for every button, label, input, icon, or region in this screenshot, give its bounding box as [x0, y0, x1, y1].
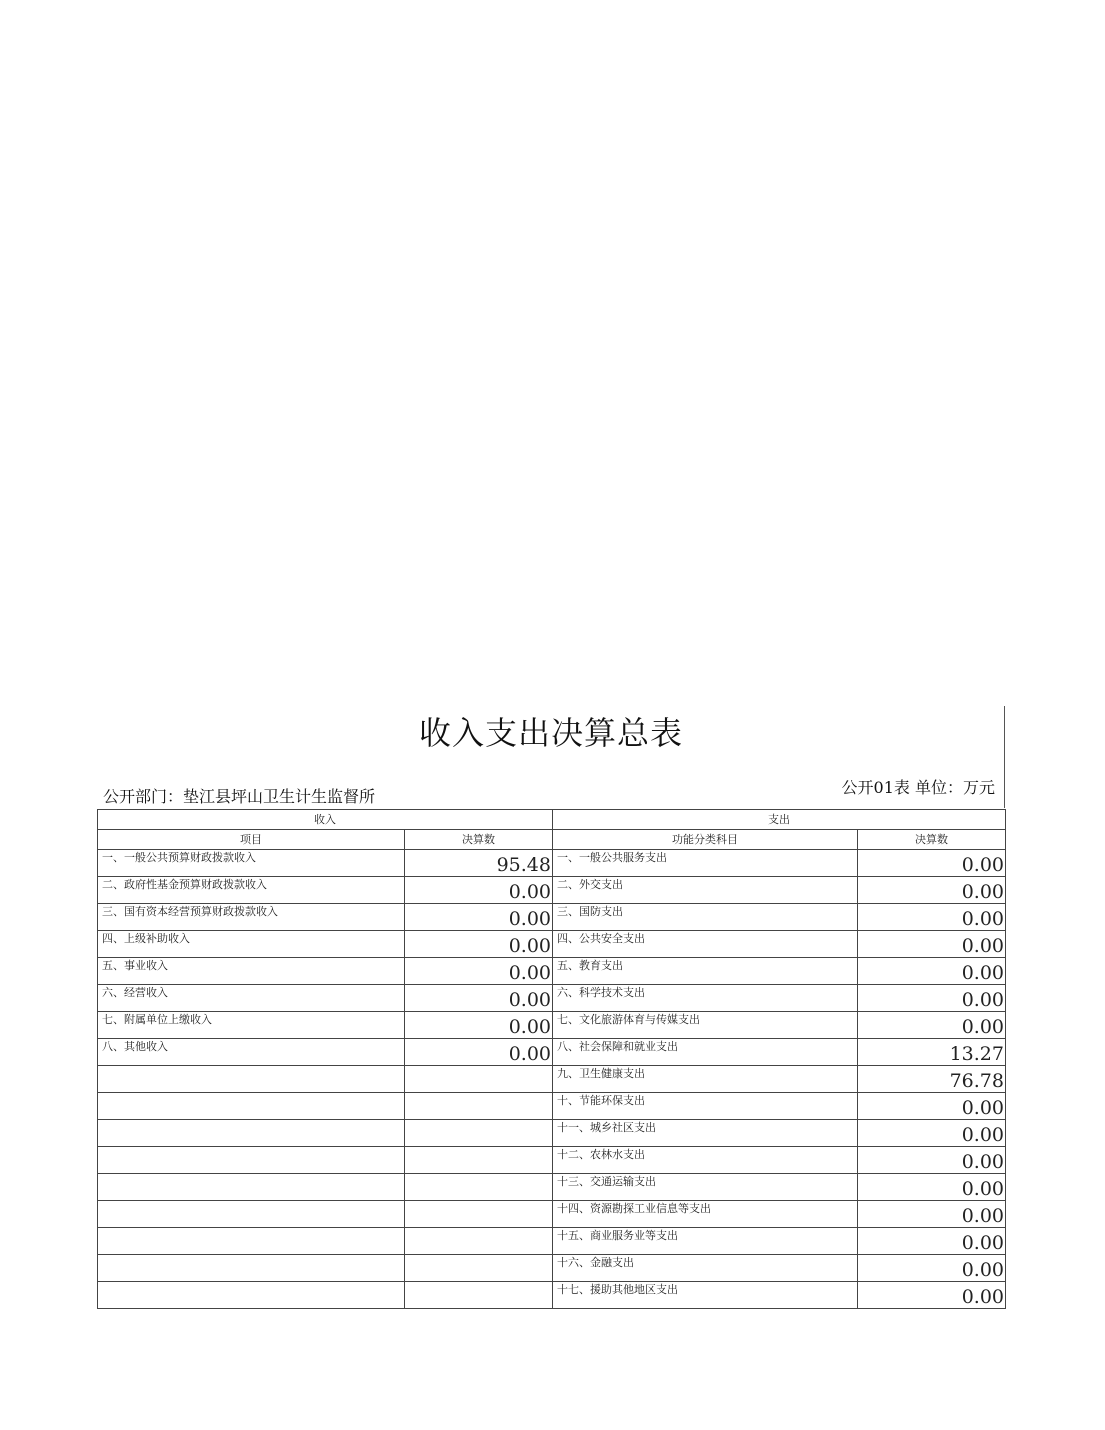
table-row — [98, 1255, 1006, 1282]
income-item-cell: 五、事业收入 — [98, 958, 405, 985]
table-row — [98, 1228, 1006, 1255]
table-row — [98, 1120, 1006, 1147]
income-item-cell — [98, 1255, 405, 1282]
expense-item-cell: 十二、农林水支出 — [553, 1147, 858, 1174]
income-amount-cell — [405, 1093, 553, 1120]
expense-item-cell: 九、卫生健康支出 — [553, 1066, 858, 1093]
expense-item-cell: 六、科学技术支出 — [553, 985, 858, 1012]
table-row — [98, 1201, 1006, 1228]
income-amount-cell: 0.00 — [405, 1039, 553, 1066]
income-amount-cell: 0.00 — [405, 877, 553, 904]
income-amount-cell: 0.00 — [405, 985, 553, 1012]
expense-amount-cell: 0.00 — [858, 958, 1006, 985]
income-item-cell — [98, 1282, 405, 1309]
income-item-cell: 三、国有资本经营预算财政拨款收入 — [98, 904, 405, 931]
expense-amount-cell: 0.00 — [858, 877, 1006, 904]
table-row — [98, 1039, 1006, 1066]
expense-item-cell: 十七、援助其他地区支出 — [553, 1282, 858, 1309]
expense-amount-cell: 0.00 — [858, 1120, 1006, 1147]
income-amount-cell: 0.00 — [405, 958, 553, 985]
expense-amount-cell: 0.00 — [858, 1201, 1006, 1228]
column-header-amount-2: 决算数 — [858, 830, 1006, 850]
income-amount-cell — [405, 1120, 553, 1147]
expense-item-cell: 十四、资源勘探工业信息等支出 — [553, 1201, 858, 1228]
income-item-cell — [98, 1228, 405, 1255]
income-item-cell — [98, 1201, 405, 1228]
income-item-cell: 八、其他收入 — [98, 1039, 405, 1066]
document-title: 收入支出决算总表 — [418, 714, 683, 752]
income-item-cell — [98, 1093, 405, 1120]
expense-amount-cell: 0.00 — [858, 1255, 1006, 1282]
income-amount-cell: 0.00 — [405, 904, 553, 931]
table-row — [98, 1066, 1006, 1093]
table-row — [98, 958, 1006, 985]
column-header-function: 功能分类科目 — [553, 830, 858, 850]
expense-amount-cell: 0.00 — [858, 1174, 1006, 1201]
income-expense-table — [97, 809, 1006, 1309]
income-amount-cell — [405, 1255, 553, 1282]
table-row — [98, 904, 1006, 931]
expense-item-cell: 十一、城乡社区支出 — [553, 1120, 858, 1147]
department-label: 公开部门：垫江县坪山卫生计生监督所 — [103, 787, 376, 806]
table-row — [98, 877, 1006, 904]
table-row — [98, 850, 1006, 877]
income-amount-cell — [405, 1174, 553, 1201]
expense-amount-cell: 0.00 — [858, 1093, 1006, 1120]
income-amount-cell — [405, 1066, 553, 1093]
table-row — [98, 1282, 1006, 1309]
table-row — [98, 1174, 1006, 1201]
expense-item-cell: 四、公共安全支出 — [553, 931, 858, 958]
expense-item-cell: 十六、金融支出 — [553, 1255, 858, 1282]
expense-amount-cell: 0.00 — [858, 1147, 1006, 1174]
table-row — [98, 1012, 1006, 1039]
column-header-row — [98, 830, 1006, 850]
income-amount-cell — [405, 1228, 553, 1255]
expense-item-cell: 三、国防支出 — [553, 904, 858, 931]
expense-item-cell: 二、外交支出 — [553, 877, 858, 904]
expense-section-header: 支出 — [553, 810, 1006, 830]
income-item-cell: 七、附属单位上缴收入 — [98, 1012, 405, 1039]
income-amount-cell — [405, 1147, 553, 1174]
income-amount-cell — [405, 1282, 553, 1309]
income-section-header: 收入 — [98, 810, 553, 830]
column-header-item: 项目 — [98, 830, 405, 850]
income-item-cell — [98, 1120, 405, 1147]
expense-item-cell: 十三、交通运输支出 — [553, 1174, 858, 1201]
income-amount-cell — [405, 1201, 553, 1228]
income-item-cell: 四、上级补助收入 — [98, 931, 405, 958]
table-row — [98, 985, 1006, 1012]
expense-amount-cell: 0.00 — [858, 850, 1006, 877]
expense-amount-cell: 13.27 — [858, 1039, 1006, 1066]
expense-amount-cell: 0.00 — [858, 1012, 1006, 1039]
expense-amount-cell: 0.00 — [858, 1228, 1006, 1255]
expense-amount-cell: 0.00 — [858, 931, 1006, 958]
expense-amount-cell: 0.00 — [858, 1282, 1006, 1309]
income-item-cell — [98, 1174, 405, 1201]
expense-item-cell: 七、文化旅游体育与传媒支出 — [553, 1012, 858, 1039]
income-item-cell: 六、经营收入 — [98, 985, 405, 1012]
section-header-row — [98, 810, 1006, 830]
table-row — [98, 1093, 1006, 1120]
income-item-cell — [98, 1066, 405, 1093]
table-body — [98, 810, 1006, 1309]
expense-item-cell: 十、节能环保支出 — [553, 1093, 858, 1120]
income-item-cell: 二、政府性基金预算财政拨款收入 — [98, 877, 405, 904]
table-unit-label: 公开01表 单位：万元 — [841, 778, 995, 797]
expense-amount-cell: 76.78 — [858, 1066, 1006, 1093]
column-header-amount: 决算数 — [405, 830, 553, 850]
income-item-cell — [98, 1147, 405, 1174]
right-border-rule — [1004, 706, 1005, 808]
income-item-cell: 一、一般公共预算财政拨款收入 — [98, 850, 405, 877]
expense-item-cell: 一、一般公共服务支出 — [553, 850, 858, 877]
expense-amount-cell: 0.00 — [858, 985, 1006, 1012]
income-amount-cell: 95.48 — [405, 850, 553, 877]
expense-item-cell: 八、社会保障和就业支出 — [553, 1039, 858, 1066]
table-row — [98, 931, 1006, 958]
expense-item-cell: 五、教育支出 — [553, 958, 858, 985]
expense-item-cell: 十五、商业服务业等支出 — [553, 1228, 858, 1255]
income-amount-cell: 0.00 — [405, 1012, 553, 1039]
expense-amount-cell: 0.00 — [858, 904, 1006, 931]
income-amount-cell: 0.00 — [405, 931, 553, 958]
table-row — [98, 1147, 1006, 1174]
